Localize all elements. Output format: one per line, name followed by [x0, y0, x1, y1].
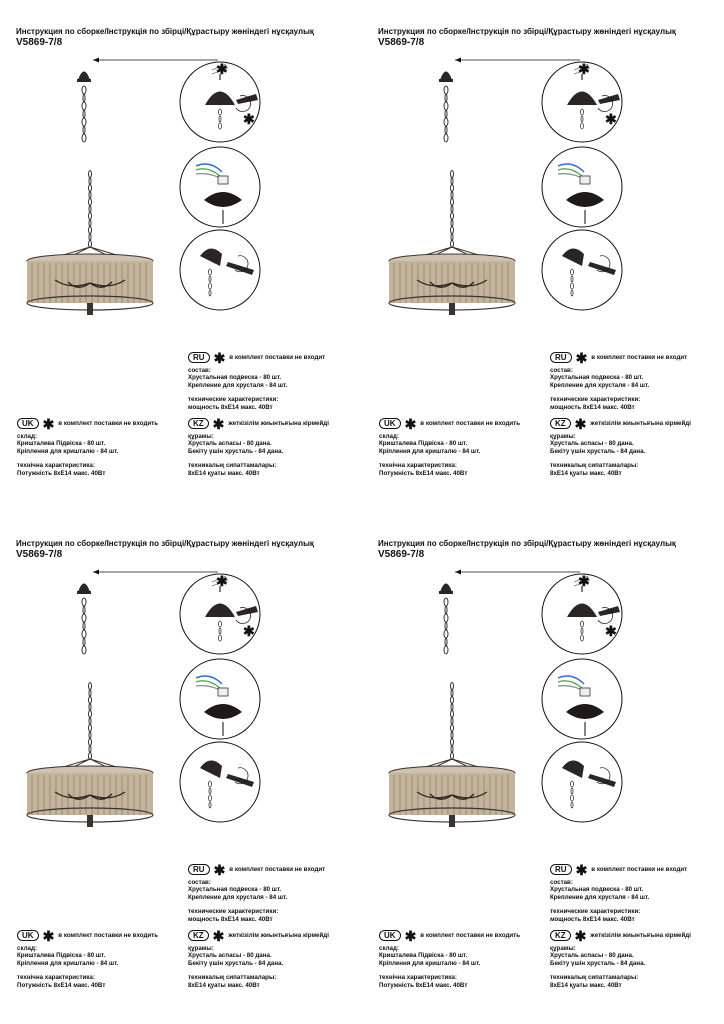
kz-star-note: жеткізілім жиынтығына кірмейді: [590, 419, 691, 427]
document-title: Инструкция по сборке/Інструкція по збірці/Құрастыру жөніндегі нұсқаулық: [16, 539, 314, 548]
uk-section: [17, 415, 159, 477]
document-title: Инструкция по сборке/Інструкція по збірці/Құрастыру жөніндегі нұсқаулық: [16, 27, 314, 36]
uk-spec-label: технічна характеристика:: [379, 462, 457, 470]
chain: [444, 86, 448, 142]
ru-line-1: Хрустальная подвеска - 80 шт.: [188, 886, 282, 894]
star-marker: ✱: [578, 61, 590, 77]
chandelier: [389, 759, 515, 827]
chandelier-chain: [451, 171, 454, 248]
uk-language-badge: UK: [379, 418, 401, 429]
kz-line-1: Хрусталь аспасы - 80 дана.: [550, 440, 634, 448]
ru-section: [188, 349, 326, 411]
kz-composition-label: құрамы:: [188, 945, 214, 952]
ru-spec-label: технические характеристики:: [188, 908, 279, 916]
kz-composition-label: құрамы:: [550, 433, 576, 440]
chandelier-chain: [89, 171, 92, 248]
uk-spec: Потужність 8хЕ14 макс. 40Вт: [379, 981, 468, 989]
kz-language-badge: KZ: [550, 930, 571, 941]
kz-star-note: жеткізілім жиынтығына кірмейді: [228, 419, 329, 427]
asterisk-icon: ✱: [212, 415, 225, 432]
ru-language-badge: RU: [550, 352, 572, 363]
chandelier: [389, 247, 515, 315]
kz-line-2: Бекіту үшін хрусталь - 84 дана.: [188, 447, 284, 455]
ru-section: [550, 349, 688, 411]
star-marker: ✱: [243, 111, 255, 127]
ru-star-note: в комплект поставки не входит: [229, 353, 326, 361]
uk-spec: Потужність 8хЕ14 макс. 40Вт: [379, 469, 468, 477]
uk-line-2: Кріплення для кришталю - 84 шт.: [17, 447, 119, 455]
asterisk-icon: ✱: [42, 927, 55, 944]
kz-line-2: Бекіту үшін хрусталь - 84 дана.: [550, 447, 646, 455]
instruction-card: [0, 0, 362, 512]
uk-star-note: в комплект поставки не входить: [420, 419, 521, 427]
ru-spec: мощность 8хЕ14 макс. 40Вт: [550, 915, 635, 923]
chain: [444, 598, 448, 654]
model-number: V5869-7/8: [16, 549, 63, 560]
asterisk-icon: ✱: [213, 349, 226, 366]
ru-spec: мощность 8хЕ14 макс. 40Вт: [550, 403, 635, 411]
star-marker: ✱: [605, 111, 617, 127]
uk-language-badge: UK: [17, 930, 39, 941]
kz-section: [550, 927, 691, 989]
asterisk-icon: ✱: [574, 415, 587, 432]
kz-line-1: Хрусталь аспасы - 80 дана.: [188, 440, 272, 448]
kz-spec-label: техникалық сипаттамалары:: [550, 974, 639, 982]
ceiling-canopy: [440, 72, 452, 81]
ru-language-badge: RU: [188, 864, 210, 875]
detail-circle-wiring: [542, 659, 622, 739]
kz-spec: 8хЕ14 қуаты макс. 40Вт: [188, 981, 260, 989]
uk-language-badge: UK: [17, 418, 39, 429]
arrow-head: [455, 58, 461, 63]
instruction-card: [0, 512, 362, 1024]
ceiling-canopy: [78, 72, 90, 81]
star-marker: ✱: [216, 61, 228, 77]
asterisk-icon: ✱: [213, 861, 226, 878]
kz-section: [188, 927, 329, 989]
kz-star-note: жеткізілім жиынтығына кірмейді: [228, 931, 329, 939]
ru-star-note: в комплект поставки не входит: [229, 865, 326, 873]
kz-spec: 8хЕ14 қуаты макс. 40Вт: [550, 981, 622, 989]
uk-section: [379, 415, 521, 477]
arrow-head: [93, 58, 99, 63]
kz-line-2: Бекіту үшін хрусталь - 84 дана.: [550, 959, 646, 967]
detail-circle-wiring: [180, 659, 260, 739]
ru-line-1: Хрустальная подвеска - 80 шт.: [550, 886, 644, 894]
kz-star-note: жеткізілім жиынтығына кірмейді: [590, 931, 691, 939]
ru-line-2: Крепление для хрусталя - 84 шт.: [188, 893, 288, 901]
ru-language-badge: RU: [550, 864, 572, 875]
uk-line-2: Кріплення для кришталю - 84 шт.: [379, 959, 481, 967]
kz-line-2: Бекіту үшін хрусталь - 84 дана.: [188, 959, 284, 967]
center-finial: [87, 303, 93, 315]
ru-section: [550, 861, 688, 923]
kz-section: [188, 415, 329, 477]
chandelier-chain: [89, 683, 92, 760]
detail-circle-wiring: [180, 147, 260, 227]
uk-spec: Потужність 8хЕ14 макс. 40Вт: [17, 469, 106, 477]
model-number: V5869-7/8: [16, 37, 63, 48]
ru-line-2: Крепление для хрусталя - 84 шт.: [550, 381, 650, 389]
uk-composition-label: склад:: [379, 433, 399, 440]
star-marker: ✱: [243, 623, 255, 639]
ru-composition-label: состав:: [550, 879, 573, 886]
ru-line-2: Крепление для хрусталя - 84 шт.: [188, 381, 288, 389]
kz-line-1: Хрусталь аспасы - 80 дана.: [188, 952, 272, 960]
asterisk-icon: ✱: [574, 927, 587, 944]
arrow-head: [93, 570, 99, 575]
ru-language-badge: RU: [188, 352, 210, 363]
uk-spec: Потужність 8хЕ14 макс. 40Вт: [17, 981, 106, 989]
star-marker: ✱: [605, 623, 617, 639]
arrow-head: [455, 570, 461, 575]
ru-star-note: в комплект поставки не входит: [591, 865, 688, 873]
asterisk-icon: ✱: [575, 861, 588, 878]
kz-spec: 8хЕ14 қуаты макс. 40Вт: [550, 469, 622, 477]
kz-spec-label: техникалық сипаттамалары:: [550, 462, 639, 470]
kz-language-badge: KZ: [188, 930, 209, 941]
ru-spec-label: технические характеристики:: [550, 908, 641, 916]
model-number: V5869-7/8: [378, 549, 425, 560]
ru-composition-label: состав:: [188, 367, 211, 374]
ru-star-note: в комплект поставки не входит: [591, 353, 688, 361]
chandelier: [27, 247, 153, 315]
uk-spec-label: технічна характеристика:: [379, 974, 457, 982]
kz-composition-label: құрамы:: [550, 945, 576, 952]
asterisk-icon: ✱: [575, 349, 588, 366]
ru-composition-label: состав:: [550, 367, 573, 374]
uk-section: [17, 927, 159, 989]
center-finial: [87, 815, 93, 827]
chandelier-chain: [451, 683, 454, 760]
detail-circle-wiring: [542, 147, 622, 227]
uk-composition-label: склад:: [379, 945, 399, 952]
uk-line-1: Кришталева Підвіска - 80 шт.: [17, 440, 106, 448]
asterisk-icon: ✱: [404, 415, 417, 432]
detail-circle-mounting: [542, 61, 622, 142]
asterisk-icon: ✱: [42, 415, 55, 432]
ceiling-canopy: [440, 584, 452, 593]
ru-line-1: Хрустальная подвеска - 80 шт.: [188, 374, 282, 382]
uk-composition-label: склад:: [17, 945, 37, 952]
ru-line-1: Хрустальная подвеска - 80 шт.: [550, 374, 644, 382]
detail-circle-mounting: [542, 573, 622, 654]
center-finial: [449, 815, 455, 827]
kz-section: [550, 415, 691, 477]
uk-line-1: Кришталева Підвіска - 80 шт.: [379, 952, 468, 960]
uk-star-note: в комплект поставки не входить: [58, 931, 159, 939]
uk-spec-label: технічна характеристика:: [17, 974, 95, 982]
ceiling-canopy: [78, 584, 90, 593]
model-number: V5869-7/8: [378, 37, 425, 48]
uk-section: [379, 927, 521, 989]
asterisk-icon: ✱: [212, 927, 225, 944]
center-finial: [449, 303, 455, 315]
kz-language-badge: KZ: [188, 418, 209, 429]
ru-line-2: Крепление для хрусталя - 84 шт.: [550, 893, 650, 901]
uk-spec-label: технічна характеристика:: [17, 462, 95, 470]
detail-circle-mounting: [180, 573, 260, 654]
kz-line-1: Хрусталь аспасы - 80 дана.: [550, 952, 634, 960]
uk-line-1: Кришталева Підвіска - 80 шт.: [17, 952, 106, 960]
uk-composition-label: склад:: [17, 433, 37, 440]
chain: [82, 598, 86, 654]
star-marker: ✱: [578, 573, 590, 589]
ru-spec: мощность 8хЕ14 макс. 40Вт: [188, 403, 273, 411]
ru-spec-label: технические характеристики:: [188, 396, 279, 404]
kz-composition-label: құрамы:: [188, 433, 214, 440]
uk-line-1: Кришталева Підвіска - 80 шт.: [379, 440, 468, 448]
detail-circle-mounting: [180, 61, 260, 142]
uk-language-badge: UK: [379, 930, 401, 941]
chain: [82, 86, 86, 142]
uk-line-2: Кріплення для кришталю - 84 шт.: [379, 447, 481, 455]
uk-line-2: Кріплення для кришталю - 84 шт.: [17, 959, 119, 967]
document-title: Инструкция по сборке/Інструкція по збірці/Құрастыру жөніндегі нұсқаулық: [378, 539, 676, 548]
uk-star-note: в комплект поставки не входить: [420, 931, 521, 939]
ru-spec: мощность 8хЕ14 макс. 40Вт: [188, 915, 273, 923]
chandelier: [27, 759, 153, 827]
star-marker: ✱: [216, 573, 228, 589]
asterisk-icon: ✱: [404, 927, 417, 944]
instruction-card: [362, 512, 724, 1024]
kz-language-badge: KZ: [550, 418, 571, 429]
kz-spec: 8хЕ14 қуаты макс. 40Вт: [188, 469, 260, 477]
ru-composition-label: состав:: [188, 879, 211, 886]
detail-circle-canopy: [180, 230, 260, 310]
ru-spec-label: технические характеристики:: [550, 396, 641, 404]
detail-circle-canopy: [542, 230, 622, 310]
detail-circle-canopy: [542, 742, 622, 822]
kz-spec-label: техникалық сипаттамалары:: [188, 974, 277, 982]
detail-circle-canopy: [180, 742, 260, 822]
kz-spec-label: техникалық сипаттамалары:: [188, 462, 277, 470]
ru-section: [188, 861, 326, 923]
document-title: Инструкция по сборке/Інструкція по збірці/Құрастыру жөніндегі нұсқаулық: [378, 27, 676, 36]
uk-star-note: в комплект поставки не входить: [58, 419, 159, 427]
instruction-card: [362, 0, 724, 512]
